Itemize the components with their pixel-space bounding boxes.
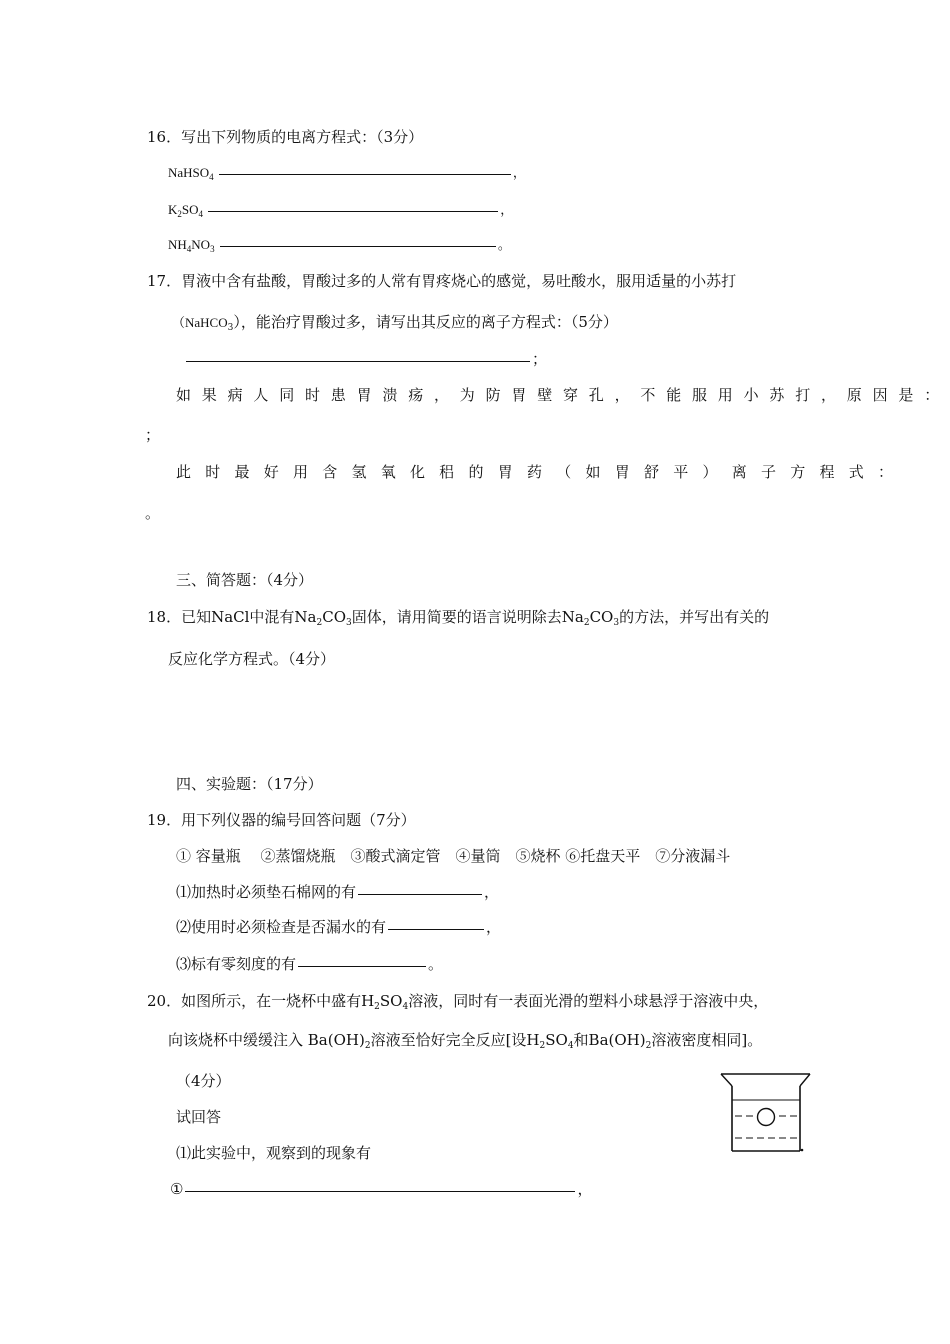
beaker-diagram — [720, 1070, 812, 1154]
answer-blank[interactable] — [219, 173, 511, 175]
q16-title: 16．写出下列物质的电离方程式：（3分） — [147, 128, 424, 146]
q17-line3-end: ； — [145, 426, 161, 444]
q19-title: 19．用下列仪器的编号回答问题（7分） — [147, 811, 416, 829]
q17-line1: 17．胃液中含有盐酸，胃酸过多的人常有胃疼烧心的感觉，易吐酸水，服用适量的小苏打 — [147, 272, 737, 290]
q19-sub3: ⑶标有零刻度的有 。 — [176, 955, 444, 973]
q16-item-k2so4: $K_2SO_4$ ， — [168, 202, 514, 219]
answer-blank[interactable] — [185, 1190, 575, 1192]
answer-blank[interactable] — [298, 965, 426, 967]
q19-instruments: ① 容量瓶 ②蒸馏烧瓶 ③酸式滴定管 ④量筒 ⑤烧杯 ⑥托盘天平 ⑦分液漏斗 — [176, 847, 731, 865]
q16-item-nahso4: NaHSO$_4$ ， — [168, 165, 526, 182]
q20-line1: 20．如图所示，在一烧杯中盛有$H_2SO_4$溶液，同时有一表面光滑的塑料小球悬浮于溶液中央， — [147, 992, 769, 1012]
q20-line2: 向该烧杯中缓缓注入 $Ba(OH)_2$溶液至恰好完全反应[设$H_2SO_4$和$Ba(OH)_2$溶液密度相同]。 — [168, 1031, 763, 1051]
q20-score: （4分） — [176, 1072, 231, 1090]
q18-line2: 反应化学方程式。（4分） — [168, 650, 336, 668]
q17-line2: （NaHCO$_3$），能治疗胃酸过多，请写出其反应的离子方程式：（5分） — [172, 313, 618, 333]
answer-blank[interactable] — [220, 245, 496, 247]
answer-blank[interactable] — [358, 893, 482, 895]
q16-item-nh4no3: $NH_4NO_3$ 。 — [168, 237, 511, 254]
q19-sub2: ⑵使用时必须检查是否漏水的有 ， — [176, 918, 502, 936]
q20-item1: ① ， — [170, 1180, 593, 1198]
answer-blank[interactable] — [388, 928, 484, 930]
answer-blank[interactable] — [208, 210, 498, 212]
q20-prompt: 试回答 — [176, 1108, 222, 1126]
q17-line4-end: 。 — [145, 504, 161, 522]
q17-line3: 如果病人同时患胃溃疡，为防胃壁穿孔，不能服用小苏打，原因是： — [176, 386, 950, 404]
plastic-ball-icon — [758, 1109, 775, 1126]
section-4-heading: 四、实验题：（17分） — [176, 775, 323, 793]
section-3-heading: 三、简答题：（4分） — [176, 571, 314, 589]
q19-sub1: ⑴加热时必须垫石棉网的有 ， — [176, 883, 500, 901]
q18-line1: 18．已知NaCl中混有$Na_2CO_3$固体，请用简要的语言说明除去$Na_2CO_3$的方法，并写出有关的 — [147, 608, 770, 628]
answer-blank[interactable] — [186, 360, 530, 362]
q17-blank-line: ； — [184, 352, 547, 367]
q17-line4: 此时最好用含氢氧化稆的胃药（如胃舒平）离子方程式： — [176, 463, 908, 481]
q20-sub1: ⑴此实验中，观察到的现象有 — [176, 1144, 372, 1162]
